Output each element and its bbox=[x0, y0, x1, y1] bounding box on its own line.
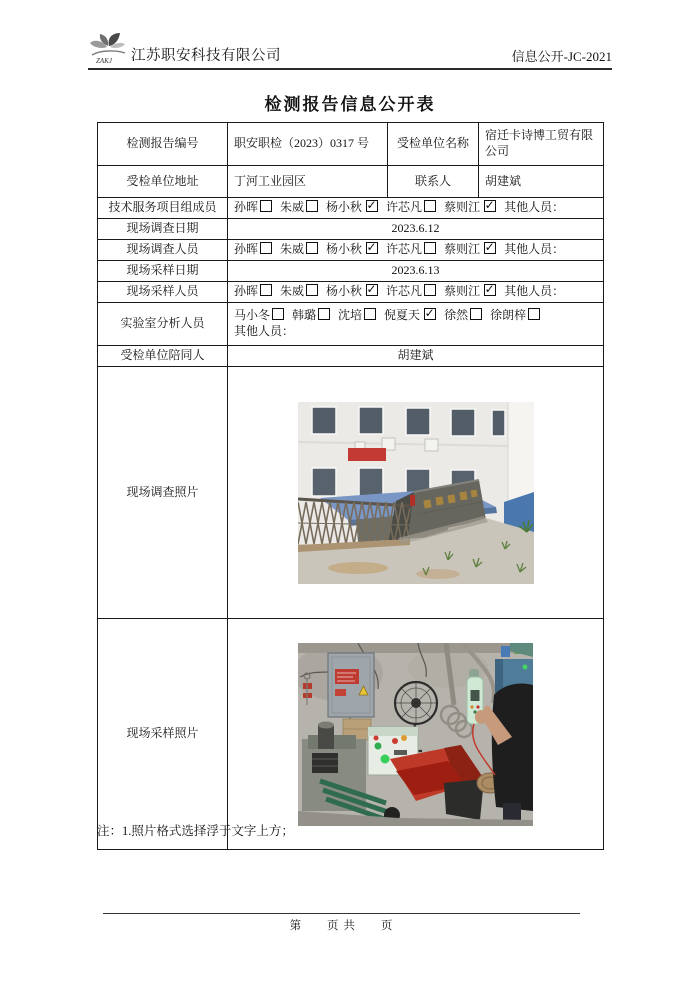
staff-member-name: 徐然 bbox=[444, 308, 469, 323]
staff-member bbox=[280, 200, 318, 214]
staff-member bbox=[338, 308, 376, 322]
survey-staff-cell bbox=[228, 240, 604, 261]
report-no-value: 职安职检（2023）0317 号 bbox=[228, 123, 388, 166]
table-row bbox=[98, 123, 604, 166]
checkbox-checked-icon[interactable] bbox=[366, 284, 378, 296]
sampling-staff-cell bbox=[228, 282, 604, 303]
sampling-photo-image bbox=[298, 643, 533, 826]
staff-member-name: 杨小秋 bbox=[326, 284, 363, 299]
contact-label: 联系人 bbox=[388, 166, 479, 198]
table-row bbox=[98, 303, 604, 346]
client-name-value: 宿迁卡诗博工贸有限公司 bbox=[479, 123, 604, 166]
table-row bbox=[98, 219, 604, 240]
checkbox-unchecked-icon[interactable] bbox=[306, 284, 318, 296]
staff-member bbox=[444, 242, 496, 256]
staff-member-name: 沈培 bbox=[338, 308, 363, 323]
staff-member bbox=[444, 284, 496, 298]
staff-member bbox=[444, 308, 482, 322]
staff-member-name: 徐朗梓 bbox=[490, 308, 527, 323]
staff-member-name: 朱威 bbox=[280, 200, 305, 215]
page-number-text: 第 页 共 页 bbox=[289, 920, 394, 932]
company-logo-icon bbox=[88, 31, 128, 67]
staff-member-name: 蔡则江 bbox=[444, 242, 481, 257]
checkbox-unchecked-icon[interactable] bbox=[470, 308, 482, 320]
staff-member bbox=[386, 242, 436, 256]
staff-member bbox=[326, 242, 378, 256]
contact-value: 胡建斌 bbox=[479, 166, 604, 198]
staff-member bbox=[386, 200, 436, 214]
staff-member-name: 倪夏天 bbox=[384, 308, 421, 323]
staff-member bbox=[234, 242, 272, 256]
team-label: 技术服务项目组成员 bbox=[98, 198, 228, 219]
client-addr-label: 受检单位地址 bbox=[98, 166, 228, 198]
table-row bbox=[98, 282, 604, 303]
info-table bbox=[97, 122, 604, 850]
checkbox-unchecked-icon[interactable] bbox=[318, 308, 330, 320]
staff-member bbox=[326, 200, 378, 214]
table-row bbox=[98, 166, 604, 198]
staff-member bbox=[444, 200, 496, 214]
table-row bbox=[98, 619, 604, 850]
staff-member-name: 杨小秋 bbox=[326, 200, 363, 215]
sampling-staff-label: 现场采样人员 bbox=[98, 282, 228, 303]
staff-member bbox=[280, 242, 318, 256]
staff-member-name: 许芯凡 bbox=[386, 242, 423, 257]
staff-member-name: 朱威 bbox=[280, 284, 305, 299]
checkbox-unchecked-icon[interactable] bbox=[260, 200, 272, 212]
lab-staff-label: 实验室分析人员 bbox=[98, 303, 228, 346]
staff-member bbox=[326, 284, 378, 298]
checkbox-checked-icon[interactable] bbox=[484, 242, 496, 254]
checkbox-unchecked-icon[interactable] bbox=[306, 242, 318, 254]
staff-member-name: 朱威 bbox=[280, 242, 305, 257]
company-name: 江苏职安科技有限公司 bbox=[131, 48, 281, 64]
staff-member bbox=[280, 284, 318, 298]
sampling-date-label: 现场采样日期 bbox=[98, 261, 228, 282]
checkbox-checked-icon[interactable] bbox=[366, 242, 378, 254]
wall-poster bbox=[501, 646, 510, 657]
staff-member bbox=[384, 308, 436, 322]
lab-staff-cell bbox=[228, 303, 604, 346]
staff-member-name: 孙晖 bbox=[234, 242, 259, 257]
other-staff-label: 其他人员： bbox=[504, 284, 565, 299]
staff-member-name: 许芯凡 bbox=[386, 284, 423, 299]
staff-member-name: 蔡则江 bbox=[444, 200, 481, 215]
other-staff-label: 其他人员： bbox=[234, 324, 295, 338]
report-no-label: 检测报告编号 bbox=[98, 123, 228, 166]
staff-member-name: 杨小秋 bbox=[326, 242, 363, 257]
staff-member bbox=[292, 308, 330, 322]
staff-member-name: 孙晖 bbox=[234, 200, 259, 215]
red-sign bbox=[348, 448, 386, 461]
checkbox-unchecked-icon[interactable] bbox=[272, 308, 284, 320]
page-header bbox=[88, 26, 612, 70]
table-row bbox=[98, 346, 604, 367]
footer-divider bbox=[103, 913, 580, 914]
doc-code: 信息公开-JC-2021 bbox=[511, 49, 612, 64]
survey-date-value: 2023.6.12 bbox=[228, 219, 604, 240]
survey-staff-label: 现场调查人员 bbox=[98, 240, 228, 261]
staff-member bbox=[386, 284, 436, 298]
staff-member-name: 蔡则江 bbox=[444, 284, 481, 299]
staff-member-name: 许芯凡 bbox=[386, 200, 423, 215]
page-title: 检测报告信息公开表 bbox=[264, 95, 436, 114]
staff-member bbox=[490, 308, 540, 322]
table-row bbox=[98, 240, 604, 261]
survey-photo-image bbox=[298, 402, 534, 584]
survey-photo-cell bbox=[228, 367, 604, 619]
checkbox-checked-icon[interactable] bbox=[484, 200, 496, 212]
staff-member bbox=[234, 284, 272, 298]
checkbox-unchecked-icon[interactable] bbox=[260, 242, 272, 254]
other-staff-label: 其他人员： bbox=[504, 200, 565, 215]
checkbox-unchecked-icon[interactable] bbox=[260, 284, 272, 296]
staff-member bbox=[234, 200, 272, 214]
sampling-date-value: 2023.6.13 bbox=[228, 261, 604, 282]
checkbox-checked-icon[interactable] bbox=[424, 308, 436, 320]
escort-value: 胡建斌 bbox=[228, 346, 604, 367]
checkbox-unchecked-icon[interactable] bbox=[424, 242, 436, 254]
table-row bbox=[98, 198, 604, 219]
sampling-photo-label: 现场采样照片 bbox=[98, 619, 228, 850]
client-name-label: 受检单位名称 bbox=[388, 123, 479, 166]
survey-date-label: 现场调查日期 bbox=[98, 219, 228, 240]
other-staff-label: 其他人员： bbox=[504, 242, 565, 257]
checkbox-unchecked-icon[interactable] bbox=[306, 200, 318, 212]
survey-photo-label: 现场调查照片 bbox=[98, 367, 228, 619]
client-addr-value: 丁河工业园区 bbox=[228, 166, 388, 198]
checkbox-unchecked-icon[interactable] bbox=[424, 200, 436, 212]
table-row bbox=[98, 261, 604, 282]
staff-member bbox=[234, 308, 284, 322]
lab-staff-line bbox=[234, 308, 597, 324]
checkbox-checked-icon[interactable] bbox=[484, 284, 496, 296]
staff-member-name: 孙晖 bbox=[234, 284, 259, 299]
svg-text:ZAKJ: ZAKJ bbox=[96, 57, 112, 65]
checkbox-unchecked-icon[interactable] bbox=[528, 308, 540, 320]
escort-label: 受检单位陪同人 bbox=[98, 346, 228, 367]
checkbox-unchecked-icon[interactable] bbox=[364, 308, 376, 320]
footnote: 注：1.照片格式选择浮于文字上方； bbox=[97, 824, 294, 838]
checkbox-checked-icon[interactable] bbox=[366, 200, 378, 212]
sampling-photo-cell bbox=[228, 619, 604, 850]
table-row bbox=[98, 367, 604, 619]
staff-member-name: 马小冬 bbox=[234, 308, 271, 323]
team-members-cell bbox=[228, 198, 604, 219]
staff-member-name: 韩璐 bbox=[292, 308, 317, 323]
checkbox-unchecked-icon[interactable] bbox=[424, 284, 436, 296]
